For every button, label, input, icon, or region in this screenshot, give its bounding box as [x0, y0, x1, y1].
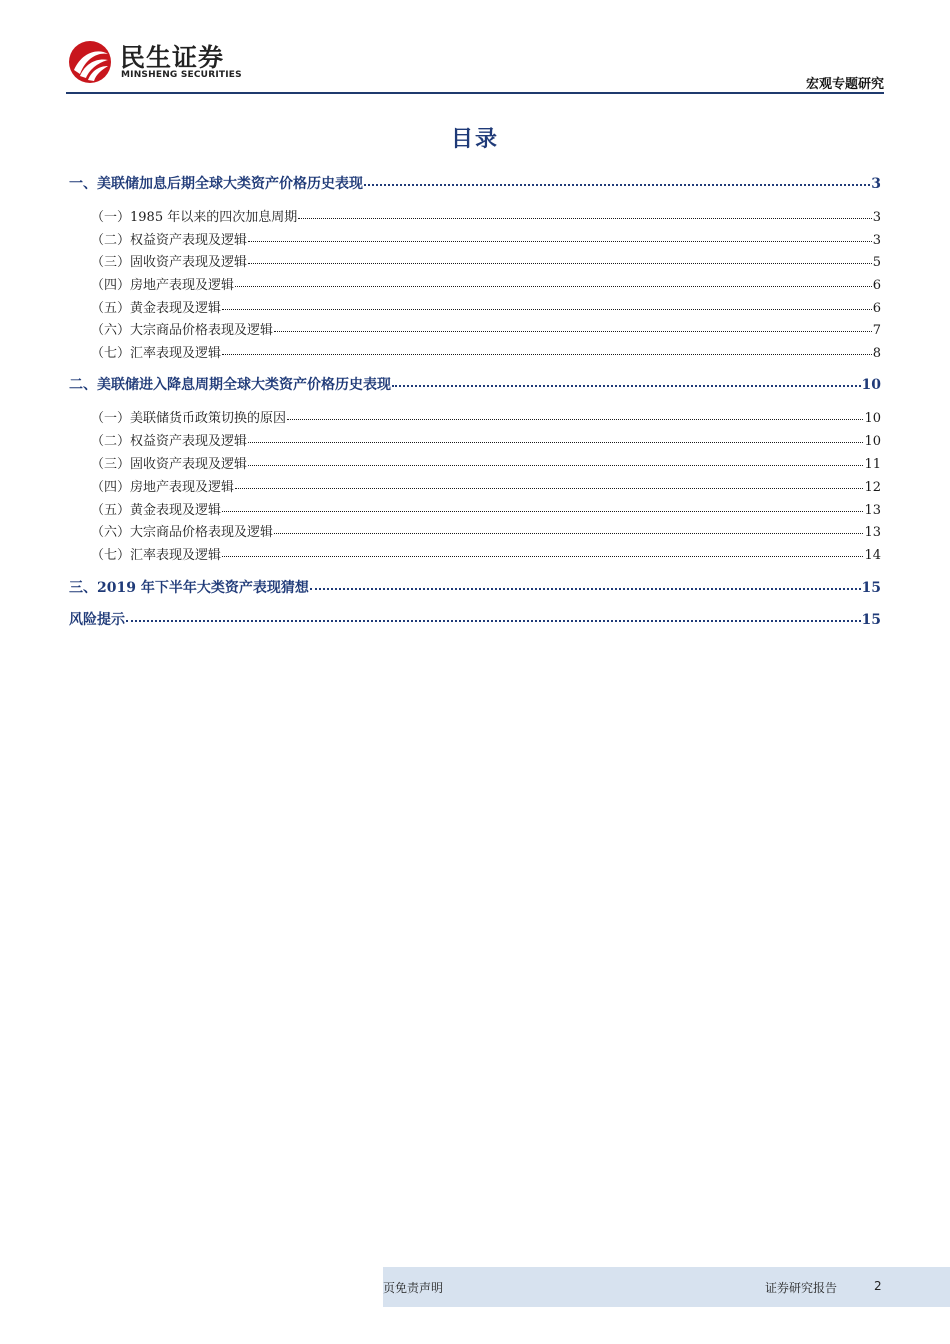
toc-dot-leader: [274, 533, 863, 534]
toc-entry-page: 7: [872, 323, 881, 338]
toc-entry-label: （三）固收资产表现及逻辑: [91, 255, 248, 270]
toc-section-entry[interactable]: [69, 577, 881, 597]
toc-dot-leader: [310, 588, 861, 590]
toc-entry-label: （四）房地产表现及逻辑: [91, 278, 235, 293]
toc-entry-label: 风险提示: [69, 612, 125, 628]
toc-entry-page: 13: [864, 525, 881, 540]
toc-subsection-entry[interactable]: [91, 521, 881, 540]
toc-dot-leader: [222, 309, 872, 310]
toc-subsection-entry[interactable]: [91, 319, 881, 338]
toc-dot-leader: [248, 241, 872, 242]
toc-entry-page: 6: [872, 301, 881, 316]
toc-subsection-entry[interactable]: [91, 206, 881, 225]
footer-report-label: 证券研究报告: [765, 1281, 838, 1295]
toc-entry-page: 10: [861, 377, 881, 393]
toc-entry-label: （二）权益资产表现及逻辑: [91, 434, 248, 449]
toc-dot-leader: [287, 419, 863, 420]
toc-subsection-entry[interactable]: [91, 430, 881, 449]
toc-section-entry[interactable]: [69, 609, 881, 629]
toc-entry-page: 10: [864, 434, 881, 449]
toc-subsection-entry[interactable]: [91, 476, 881, 495]
header-divider: [66, 92, 884, 94]
toc-dot-leader: [248, 263, 872, 264]
toc-entry-page: 8: [872, 346, 881, 361]
toc-dot-leader: [298, 218, 872, 219]
toc-entry-label: （七）汇率表现及逻辑: [91, 346, 222, 361]
toc-entry-page: 14: [864, 548, 881, 563]
toc-entry-label: （二）权益资产表现及逻辑: [91, 233, 248, 248]
toc-subsection-entry[interactable]: [91, 274, 881, 293]
toc-subsection-entry[interactable]: [91, 342, 881, 361]
toc-entry-label: （三）固收资产表现及逻辑: [91, 457, 248, 472]
toc-entry-label: （五）黄金表现及逻辑: [91, 503, 222, 518]
toc-section-entry[interactable]: [69, 374, 881, 394]
toc-subsection-entry[interactable]: [91, 229, 881, 248]
toc-entry-label: （六）大宗商品价格表现及逻辑: [91, 525, 274, 540]
toc-dot-leader: [248, 465, 863, 466]
toc-subsection-entry[interactable]: [91, 297, 881, 316]
toc-entry-label: （四）房地产表现及逻辑: [91, 480, 235, 495]
toc-entry-page: 15: [861, 612, 881, 628]
toc-entry-label: （一）1985 年以来的四次加息周期: [91, 210, 298, 225]
toc-entry-page: 15: [861, 580, 881, 596]
minsheng-logo-icon: [68, 40, 112, 84]
toc-entry-label: 二、美联储进入降息周期全球大类资产价格历史表现: [69, 377, 391, 393]
toc-dot-leader: [222, 511, 863, 512]
toc-entry-label: 一、美联储加息后期全球大类资产价格历史表现: [69, 176, 363, 192]
toc-subsection-entry[interactable]: [91, 407, 881, 426]
toc-dot-leader: [222, 354, 872, 355]
toc-entry-page: 6: [872, 278, 881, 293]
toc-entry-page: 11: [864, 457, 881, 472]
toc-dot-leader: [364, 184, 870, 186]
logo-english-name: MINSHENG SECURITIES: [121, 70, 242, 80]
toc-subsection-entry[interactable]: [91, 453, 881, 472]
footer-disclaimer: 页免责声明: [383, 1281, 444, 1295]
logo-chinese-name: 民生证券: [120, 43, 225, 72]
toc-dot-leader: [392, 385, 861, 387]
page-number: 2: [874, 1279, 882, 1293]
toc-entry-page: 12: [864, 480, 881, 495]
toc-dot-leader: [235, 286, 872, 287]
toc-subsection-entry[interactable]: [91, 499, 881, 518]
toc-entry-label: （五）黄金表现及逻辑: [91, 301, 222, 316]
toc-entry-label: （一）美联储货币政策切换的原因: [91, 411, 287, 426]
toc-entry-page: 5: [872, 255, 881, 270]
toc-title: 目录: [450, 126, 499, 152]
toc-dot-leader: [235, 488, 863, 489]
toc-entry-page: 3: [871, 176, 881, 192]
company-logo: [66, 38, 266, 88]
report-type: 宏观专题研究: [805, 77, 884, 92]
toc-entry-label: 三、2019 年下半年大类资产表现猜想: [69, 580, 309, 596]
toc-entry-label: （七）汇率表现及逻辑: [91, 548, 222, 563]
toc-section-entry[interactable]: [69, 173, 881, 193]
toc-dot-leader: [126, 620, 861, 622]
toc-entry-label: （六）大宗商品价格表现及逻辑: [91, 323, 274, 338]
toc-entry-page: 3: [872, 210, 881, 225]
toc-entry-page: 13: [864, 503, 881, 518]
toc-subsection-entry[interactable]: [91, 544, 881, 563]
toc-dot-leader: [248, 442, 863, 443]
toc-subsection-entry[interactable]: [91, 251, 881, 270]
toc-entry-page: 3: [872, 233, 881, 248]
footer-bar: [383, 1267, 950, 1307]
toc-entry-page: 10: [864, 411, 881, 426]
page-header: [66, 38, 884, 94]
toc-dot-leader: [274, 331, 872, 332]
toc-dot-leader: [222, 556, 863, 557]
